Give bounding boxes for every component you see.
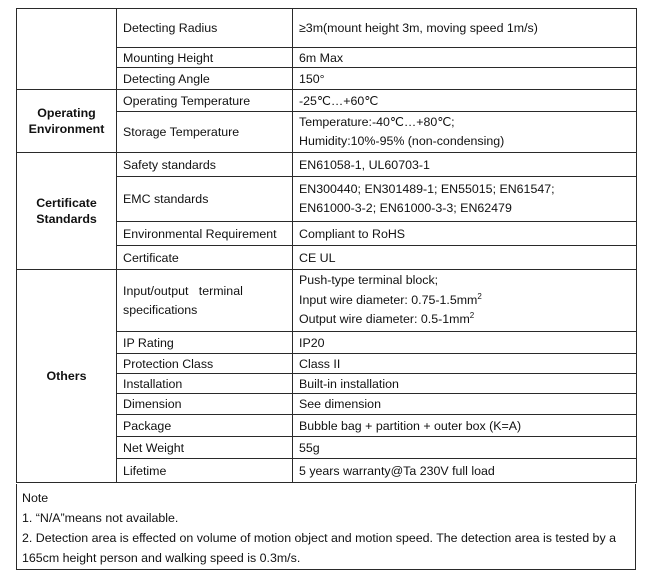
net-weight-label: Net Weight: [117, 437, 293, 459]
net-weight-value: 55g: [293, 437, 637, 459]
lifetime-value: 5 years warranty@Ta 230V full load: [293, 459, 637, 483]
storage-temperature-value: [293, 112, 637, 153]
operating-temperature-label: Operating Temperature: [117, 90, 293, 112]
safety-standards-value: EN61058-1, UL60703-1: [293, 153, 637, 177]
ip-rating-value: IP20: [293, 332, 637, 354]
category-label-line: Standards: [36, 212, 97, 226]
terminal-spec-value: [293, 270, 637, 332]
superscript: 2: [469, 311, 475, 321]
environmental-requirement-label: Environmental Requirement: [117, 222, 293, 246]
detecting-angle-label: Detecting Angle: [117, 68, 293, 90]
input-wire-text: Input wire diameter: 0.75-1.5mm: [299, 292, 478, 307]
table-row: [17, 90, 637, 112]
safety-standards-label: Safety standards: [117, 153, 293, 177]
dimension-value: See dimension: [293, 394, 637, 415]
terminal-spec-label: [117, 270, 293, 332]
environmental-requirement-value: Compliant to RoHS: [293, 222, 637, 246]
value-line: Push-type terminal block;: [299, 273, 439, 288]
category-others: Others: [17, 270, 117, 483]
installation-label: Installation: [117, 374, 293, 394]
emc-standards-value: [293, 177, 637, 222]
category-label-line: Environment: [28, 122, 105, 136]
package-label: Package: [117, 415, 293, 437]
category-operating-environment: [17, 90, 117, 153]
lifetime-label: Lifetime: [117, 459, 293, 483]
value-line: Temperature:-40℃…+80℃;: [299, 115, 455, 129]
output-wire-text: Output wire diameter: 0.5-1mm: [299, 312, 470, 327]
value-line: [299, 291, 630, 311]
dimension-label: Dimension: [117, 394, 293, 415]
category-cell-empty: [17, 9, 117, 90]
note-box: [16, 484, 636, 570]
table-row: [17, 153, 637, 177]
note-heading: Note: [22, 491, 49, 505]
label-line: specifications: [123, 302, 198, 317]
ip-rating-label: IP Rating: [117, 332, 293, 354]
category-certificate-standards: [17, 153, 117, 270]
protection-class-value: Class II: [293, 354, 637, 374]
emc-standards-label: EMC standards: [117, 177, 293, 222]
value-line: [299, 310, 630, 330]
label-line: Input/output terminal: [123, 283, 243, 298]
note-line: 2. Detection area is effected on volume of motion object and motion speed. The detection area is tested by a: [22, 531, 616, 545]
note-line: 1. “N/A”means not available.: [22, 511, 179, 525]
category-label-line: Certificate: [36, 196, 97, 210]
mounting-height-label: Mounting Height: [117, 48, 293, 68]
package-value: Bubble bag + partition + outer box (K=A): [293, 415, 637, 437]
storage-temperature-label: Storage Temperature: [117, 112, 293, 153]
category-label-line: Operating: [37, 106, 96, 120]
certificate-label: Certificate: [117, 246, 293, 270]
spec-table: [16, 8, 637, 483]
table-row: [17, 9, 637, 48]
mounting-height-value: 6m Max: [293, 48, 637, 68]
certificate-value: CE UL: [293, 246, 637, 270]
detecting-radius-value: ≥3m(mount height 3m, moving speed 1m/s): [293, 9, 637, 48]
value-line: Humidity:10%-95% (non-condensing): [299, 134, 505, 148]
detecting-radius-label: Detecting Radius: [117, 9, 293, 48]
detecting-angle-value: 150°: [293, 68, 637, 90]
value-line: EN300440; EN301489-1; EN55015; EN61547;: [299, 182, 555, 196]
note-line: 165cm height person and walking speed is 0.3m/s.: [22, 551, 301, 565]
superscript: 2: [477, 291, 482, 301]
value-line: EN61000-3-2; EN61000-3-3; EN62479: [299, 201, 512, 215]
operating-temperature-value: -25℃…+60℃: [293, 90, 637, 112]
protection-class-label: Protection Class: [117, 354, 293, 374]
installation-value: Built-in installation: [293, 374, 637, 394]
table-row: [17, 270, 637, 332]
